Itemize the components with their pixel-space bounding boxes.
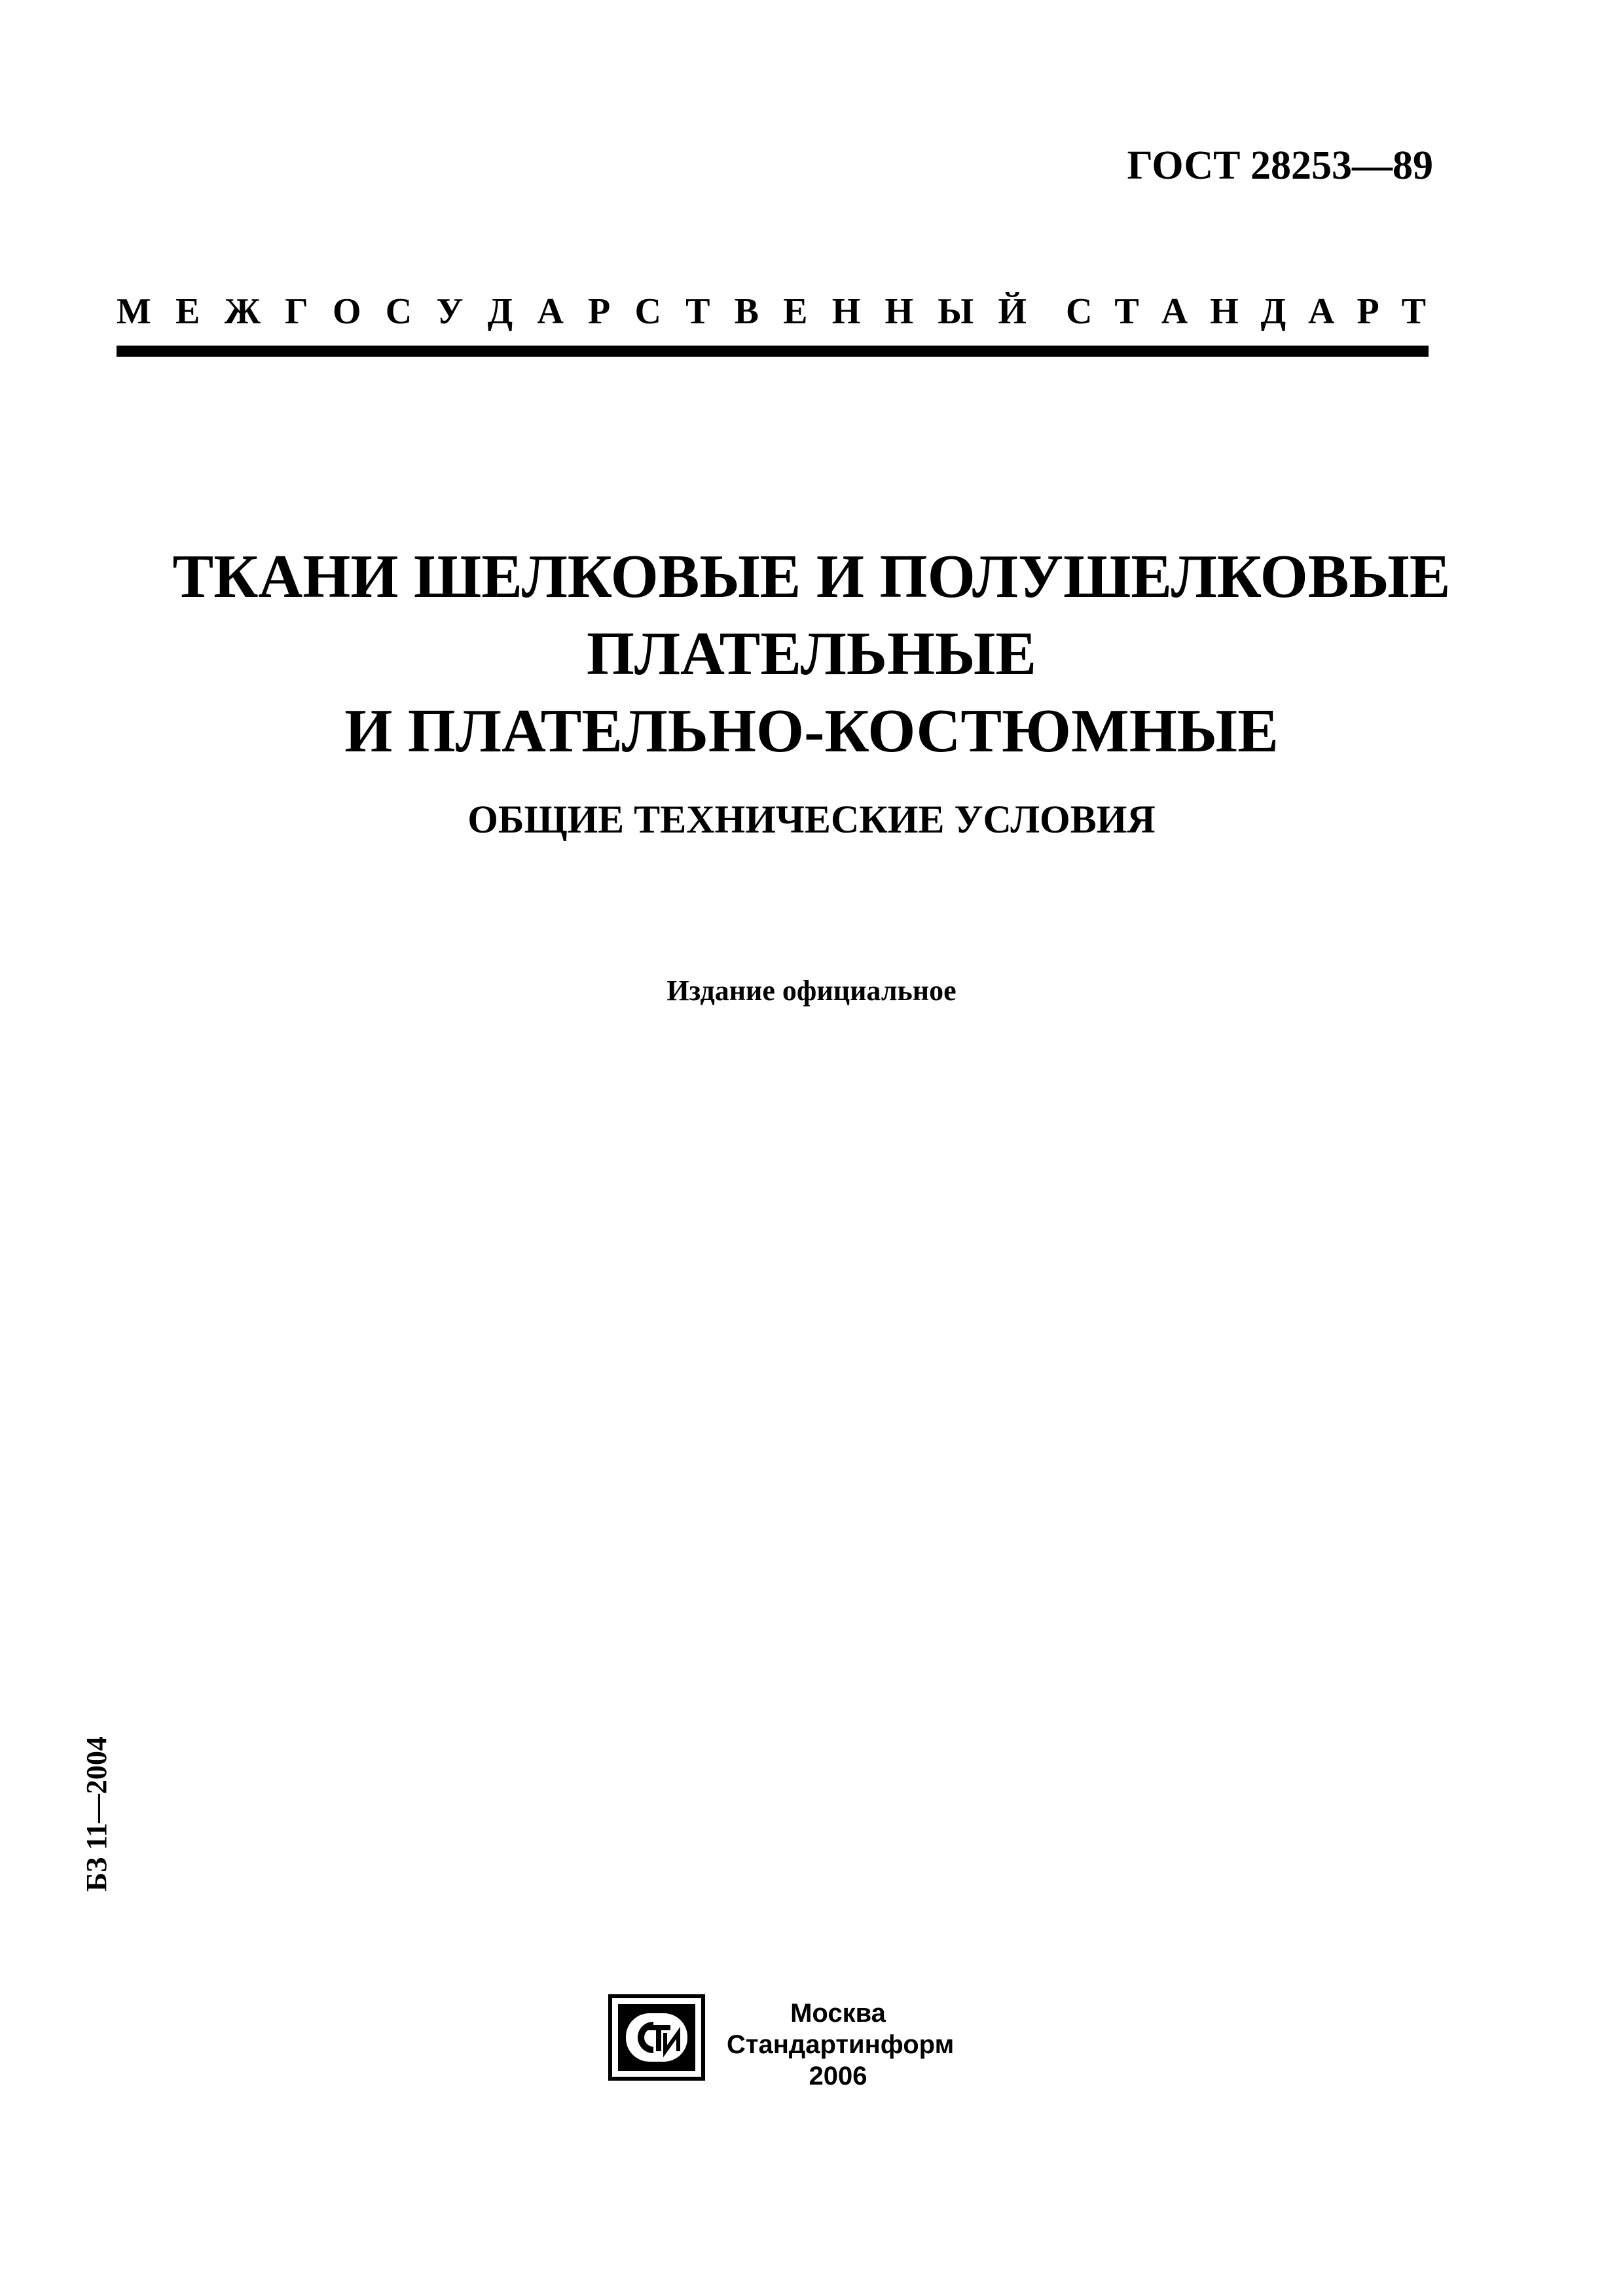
banner-letter: У bbox=[436, 291, 464, 332]
banner-letter: Д bbox=[1260, 291, 1286, 332]
banner-letter: Е bbox=[783, 291, 808, 332]
banner-letter: В bbox=[734, 291, 759, 332]
interstate-standard-banner bbox=[117, 293, 1426, 330]
banner-letter: С bbox=[634, 291, 661, 332]
document-subtitle: ОБЩИЕ ТЕХНИЧЕСКИЕ УСЛОВИЯ bbox=[467, 798, 1156, 841]
banner-letter: А bbox=[537, 291, 564, 332]
banner-letter: Д bbox=[487, 291, 513, 332]
banner-letter: М bbox=[117, 291, 151, 332]
header-rule-divider bbox=[117, 346, 1429, 357]
banner-letter: Т bbox=[1114, 291, 1139, 332]
banner-letter: Н bbox=[831, 291, 861, 332]
banner-letter: Е bbox=[175, 291, 200, 332]
title-line: ПЛАТЕЛЬНЫЕ bbox=[586, 620, 1037, 688]
side-index-code: БЗ 11—2004 bbox=[81, 1736, 113, 1892]
banner-letter: А bbox=[1161, 291, 1188, 332]
edition-note: Издание официальное bbox=[666, 975, 957, 1007]
banner-letter: Н bbox=[884, 291, 914, 332]
title-line: И ПЛАТЕЛЬНО-КОСТЮМНЫЕ bbox=[344, 697, 1279, 765]
banner-letter: Р bbox=[1357, 291, 1379, 332]
banner-letter: Ы bbox=[938, 291, 974, 332]
banner-letter: Р bbox=[588, 291, 611, 332]
banner-letter: Т bbox=[685, 291, 710, 332]
banner-letter: С bbox=[1066, 291, 1093, 332]
standartinform-logo-icon bbox=[608, 1994, 706, 2081]
banner-letter: С bbox=[385, 291, 412, 332]
banner-word-standard bbox=[1066, 293, 1426, 330]
publisher-year: 2006 bbox=[809, 2062, 867, 2090]
banner-letter: Г bbox=[285, 291, 308, 332]
standard-designation: ГОСТ 28253—89 bbox=[1127, 143, 1433, 188]
banner-letter: Ж bbox=[224, 291, 261, 332]
banner-letter: Й bbox=[998, 291, 1027, 332]
title-line: ТКАНИ ШЕЛКОВЫЕ И ПОЛУШЕЛКОВЫЕ bbox=[172, 543, 1451, 611]
banner-letter: О bbox=[332, 291, 361, 332]
banner-letter: А bbox=[1308, 291, 1335, 332]
banner-letter: Т bbox=[1401, 291, 1426, 332]
banner-letter: Н bbox=[1210, 291, 1239, 332]
publisher-name: Стандартинформ bbox=[727, 2030, 955, 2059]
publisher-block bbox=[727, 1998, 955, 2092]
publisher-city: Москва bbox=[790, 1999, 886, 2028]
banner-word-interstate bbox=[117, 293, 1027, 330]
document-title bbox=[0, 538, 1623, 770]
